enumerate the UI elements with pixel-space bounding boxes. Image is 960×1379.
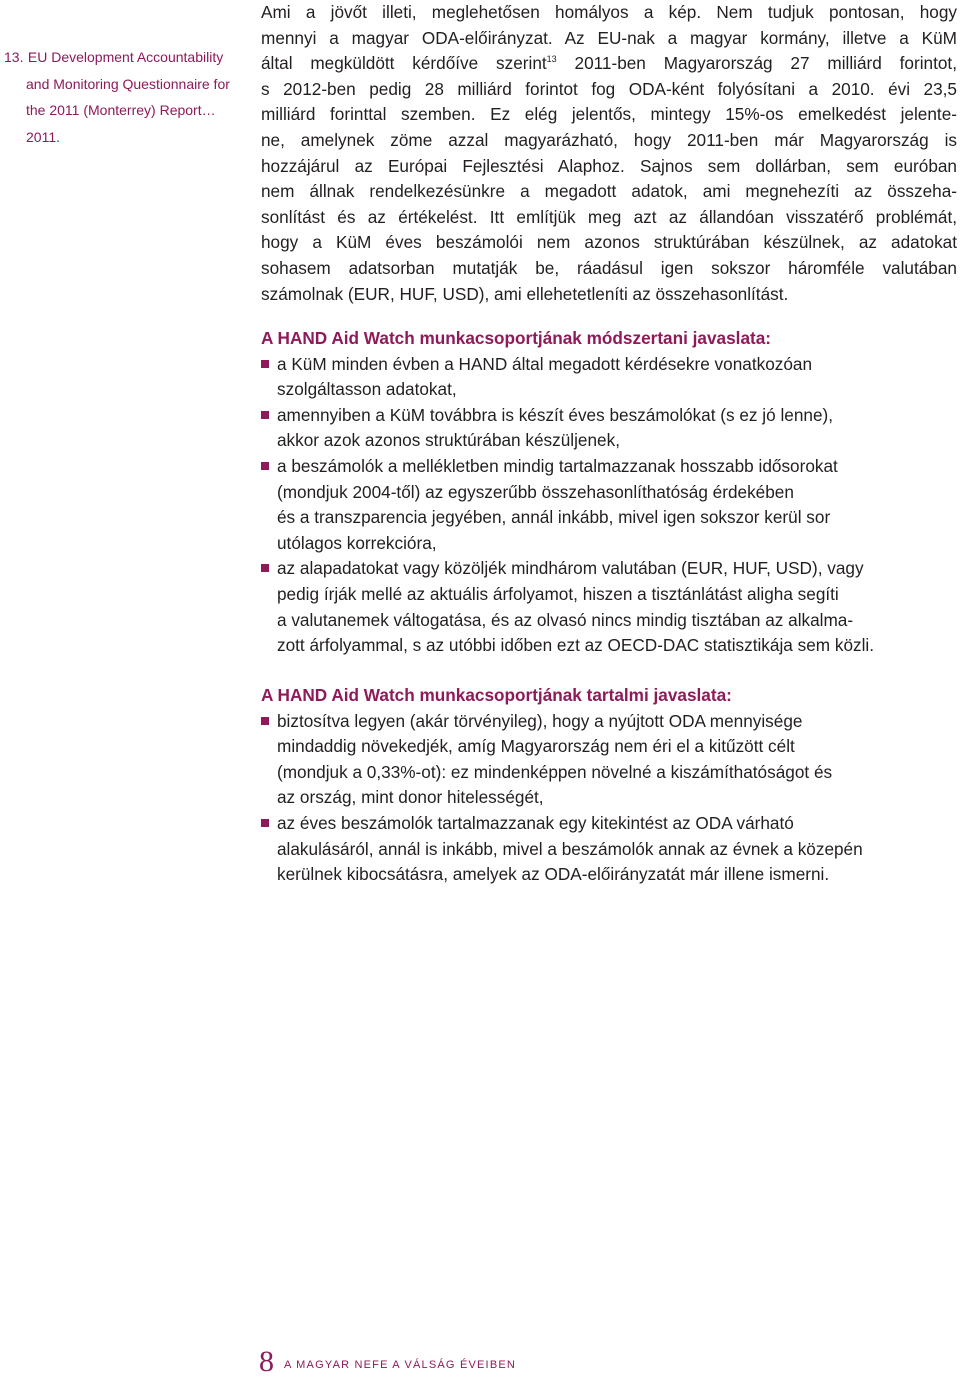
list-item — [261, 454, 957, 556]
paragraph-line: ne, amelynek zöme azzal magyarázható, hogy 2011-ben már Magyarország is — [261, 129, 957, 150]
paragraph-line-with-footnote — [261, 51, 957, 77]
paragraph-text: által megküldött kérdőíve szerint — [261, 53, 547, 74]
footnote-line-3: the 2011 (Monterrey) Report… — [26, 102, 216, 118]
content-list — [261, 709, 957, 888]
list-item-line: szolgáltasson adatokat, — [277, 379, 457, 400]
list-item-line: utólagos korrekcióra, — [277, 532, 437, 553]
list-item — [261, 709, 957, 811]
list-item-line: kerülnek kibocsátásra, amelyek az ODA-előirányzatát már illene ismerni. — [277, 864, 830, 885]
bullet-square-icon — [261, 462, 269, 470]
list-item-line: akkor azok azonos struktúrában készüljenek, — [277, 430, 620, 451]
paragraph-line: milliárd forinttal szemben. Ez elég jelentős, mintegy 15%-os emelkedést jelente- — [261, 104, 957, 125]
list-item — [261, 556, 957, 658]
list-item — [261, 403, 957, 454]
footnote-text: EU Development Accountability — [27, 49, 224, 65]
paragraph-text: 2011-ben Magyarország 27 milliárd forintot, — [556, 53, 957, 74]
list-item-line: alakulásáról, annál is inkább, mivel a beszámolók annak az évnek a közepén — [277, 838, 863, 859]
footnote-line-4: 2011. — [26, 128, 60, 145]
bullet-square-icon — [261, 819, 269, 827]
paragraph-line: Ami a jövőt illeti, meglehetősen homályos a kép. Nem tudjuk pontosan, hogy — [261, 2, 957, 22]
main-column — [261, 0, 957, 885]
bullet-square-icon — [261, 564, 269, 572]
list-item — [261, 352, 957, 403]
list-item-line: a KüM minden évben a HAND által megadott kérdésekre vonatkozóan — [277, 353, 813, 374]
paragraph-line: mennyi a magyar ODA-előirányzat. Az EU-nak a magyar kormány, illetve a KüM — [261, 27, 957, 48]
list-item-line: biztosítva legyen (akár törvényileg), hogy a nyújtott ODA mennyisége — [277, 710, 803, 731]
publication-title: A MAGYAR NEFE A VÁLSÁG ÉVEIBEN — [284, 1359, 517, 1371]
paragraph-line: hozzájárul az Európai Fejlesztési Alaphoz. Sajnos sem dollárban, sem euróban — [261, 155, 957, 176]
bullet-square-icon — [261, 411, 269, 419]
footnote-number: 13. — [4, 49, 24, 65]
content-proposal-section — [261, 683, 957, 888]
section-heading-methodological: A HAND Aid Watch munkacsoportjának módszertani javaslata: — [261, 328, 772, 348]
page-number: 8 — [259, 1345, 274, 1378]
paragraph-line: s 2012-ben pedig 28 milliárd forintot fog ODA-ként folyósítani a 2010. évi 23,5 — [261, 78, 957, 99]
paragraph-line: nem állnak rendelkezésünkre a megadott adatok, ami megnehezíti az összeha- — [261, 181, 957, 202]
bullet-square-icon — [261, 360, 269, 368]
footnote-line-2: and Monitoring Questionnaire for — [26, 75, 230, 92]
bullet-square-icon — [261, 717, 269, 725]
body-paragraph — [261, 0, 957, 307]
list-item-line: amennyiben a KüM továbbra is készít éves beszámolókat (s ez jó lenne), — [277, 404, 834, 425]
footnote-sidenote — [4, 44, 244, 150]
list-item — [261, 811, 957, 888]
list-item-line: az ország, mint donor hitelességét, — [277, 787, 544, 808]
list-item-line: pedig írják mellé az aktuális árfolyamot, hiszen a tisztánlátást aligha segíti — [277, 583, 839, 604]
list-item-line: az éves beszámolók tartalmazzanak egy kitekintést az ODA várható — [277, 812, 794, 833]
page-footer — [259, 1345, 516, 1379]
paragraph-line: számolnak (EUR, HUF, USD), ami ellehetetleníti az összehasonlítást. — [261, 283, 789, 304]
list-item-line: mindaddig növekedjék, amíg Magyarország nem éri el a kitűzött célt — [277, 736, 795, 757]
list-item-line: (mondjuk a 0,33%-ot): ez mindenképpen növelné a kiszámíthatóságot és — [277, 761, 833, 782]
paragraph-line: sonlítást és az értékelést. Itt említjük meg azt az állandóan visszatérő problémát, — [261, 206, 957, 227]
paragraph-line: hogy a KüM éves beszámolói nem azonos struktúrában készülnek, az adatokat — [261, 232, 957, 253]
methodological-list — [261, 352, 957, 659]
methodological-proposal-section — [261, 326, 957, 659]
footnote-marker[interactable]: 13 — [546, 54, 557, 65]
list-item-line: és a transzparencia jegyében, annál inkább, mivel igen sokszor kerül sor — [277, 507, 831, 528]
list-item-line: a beszámolók a mellékletben mindig tartalmazzanak hosszabb idősorokat — [277, 455, 838, 476]
footnote-line-1 — [4, 44, 244, 71]
list-item-line: (mondjuk 2004-től) az egyszerűbb összehasonlíthatóság érdekében — [277, 481, 794, 502]
paragraph-line: sohasem adatsorban mutatják be, ráadásul igen sokszor háromféle valutában — [261, 257, 957, 278]
list-item-line: zott árfolyammal, s az utóbbi időben ezt az OECD-DAC statisztikája sem közli. — [277, 635, 875, 656]
section-heading-content: A HAND Aid Watch munkacsoportjának tartalmi javaslata: — [261, 685, 732, 705]
list-item-line: az alapadatokat vagy közöljék mindhárom valutában (EUR, HUF, USD), vagy — [277, 558, 864, 579]
list-item-line: a valutanemek váltogatása, és az olvasó nincs mindig tisztában az alkalma- — [277, 609, 854, 630]
